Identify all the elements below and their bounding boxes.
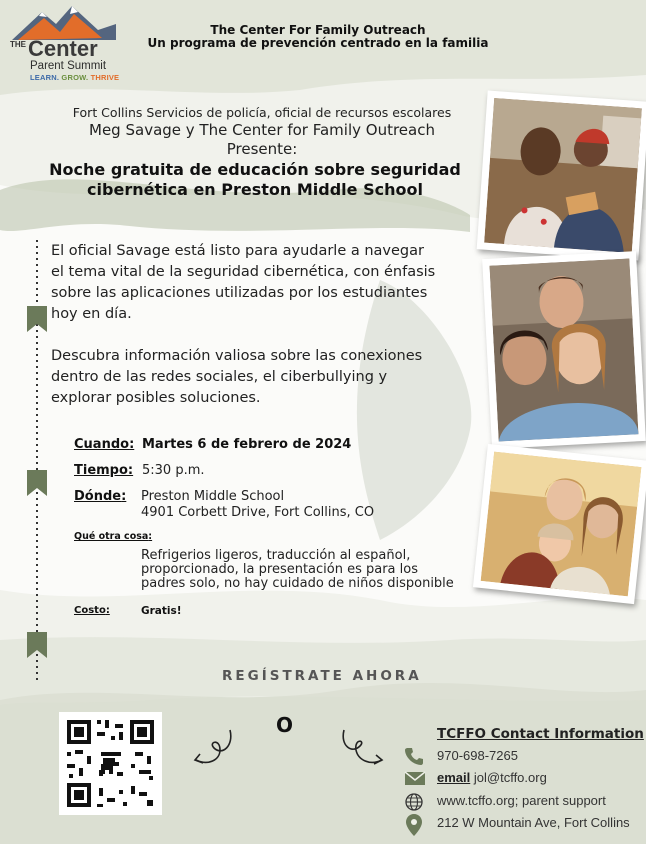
label-donde [74,489,126,504]
paragraph-intro-line: el tema vital de la seguridad cibernética, con énfasis [51,264,436,280]
photo-family-selfie [482,251,646,449]
arrow-right-icon [338,726,388,770]
logo-tagline [30,73,119,82]
paragraph-topics-line: dentro de las redes sociales, el ciberbullying y [51,369,388,385]
logo-learn: LEARN. [30,73,60,82]
label-tiempo: Tiempo: [74,463,134,478]
event-title-line-1: Noche gratuita de educación sobre seguridad [49,160,461,179]
logo-center: Center [28,36,98,61]
contact-email-row [437,770,547,785]
register-now-heading: REGÍSTRATE AHORA [222,668,422,684]
header-line-1: The Center For Family Outreach [210,23,426,37]
or-separator: O [276,713,294,737]
value-cuando: Martes 6 de febrero de 2024 [142,437,352,452]
photo-grandmother-son [477,91,646,261]
paragraph-topics-line: Descubra información valiosa sobre las conexiones [51,348,423,364]
paragraph-intro [51,241,451,325]
value-tiempo: 5:30 p.m. [142,463,205,478]
label-otra-text: Qué otra cosa [74,531,149,542]
value-otra-line: proporcionado, la presentación es para los [141,562,418,577]
header [118,24,518,50]
phone-icon [404,746,424,766]
timeline-decoration [24,240,50,680]
value-otra [141,549,471,591]
contact-email-label: email [437,770,471,785]
paragraph-topics-line: explorar posibles soluciones. [51,390,261,406]
paragraph-intro-line: El oficial Savage está listo para ayudarle a navegar [51,243,424,259]
paragraph-topics [51,346,451,409]
contact-address: 212 W Mountain Ave, Fort Collins [437,815,630,830]
intro-line-1: Fort Collins Servicios de policía, oficial de recursos escolares [72,105,452,120]
header-line-2: Un programa de prevención centrado en la familia [147,36,489,50]
label-donde-colon: : [121,489,127,504]
photo-mother-daughters [473,444,646,604]
arrow-left-icon [190,726,240,770]
value-otra-line: Refrigerios ligeros, traducción al español, [141,548,411,563]
paragraph-intro-line: sobre las aplicaciones utilizadas por los estudiantes [51,285,428,301]
paragraph-intro-line: hoy en día. [51,306,132,322]
contact-phone[interactable]: 970-698-7265 [437,748,518,763]
logo-thrive: THRIVE [90,73,120,82]
location-pin-icon [404,813,424,837]
label-costo-text: Costo [74,605,106,616]
event-title [36,160,474,200]
contact-email[interactable]: jol@tcffo.org [473,770,547,785]
email-icon [404,768,426,788]
label-otra-colon: : [148,531,153,542]
contact-title: TCFFO Contact Information [437,726,644,742]
contact-website[interactable]: www.tcffo.org; parent support [437,793,606,808]
intro-line-2: Meg Savage y The Center for Family Outreach [89,121,435,139]
value-otra-line: padres solo, no hay cuidado de niños disponible [141,576,454,591]
label-otra [74,531,152,542]
label-cuando-colon: : [129,437,135,452]
globe-icon [404,792,424,812]
intro [40,104,484,159]
logo-grow: GROW. [61,73,89,82]
label-costo-colon: : [105,605,110,616]
value-donde-2: 4901 Corbett Drive, Fort Collins, CO [141,505,375,520]
label-donde-text: Dónde [74,489,122,504]
event-title-line-2: cibernética en Preston Middle School [87,180,423,199]
value-costo: Gratis! [141,605,182,617]
intro-line-3: Presente: [226,140,298,158]
label-cuando [74,437,134,452]
logo-the: THE [10,40,26,49]
label-cuando-text: Cuando [74,437,130,452]
value-donde-1: Preston Middle School [141,489,285,504]
qr-code-icon[interactable] [59,712,162,815]
logo-subtitle: Parent Summit [30,60,107,72]
label-costo [74,605,110,616]
